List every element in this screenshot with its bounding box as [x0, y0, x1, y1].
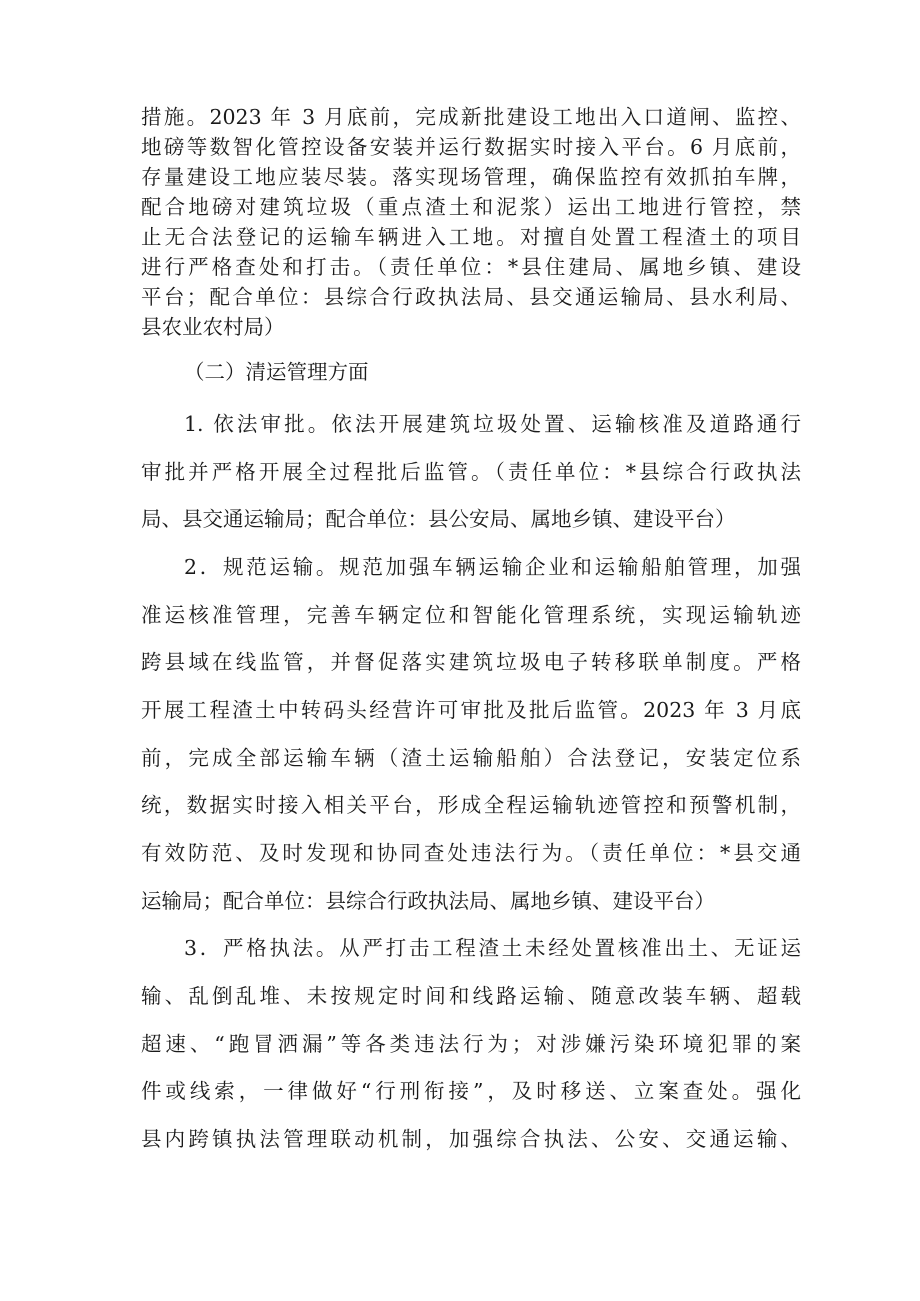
- text-line: 配合地磅对建筑垃圾（重点渣土和泥浆）运出工地进行管控，禁: [141, 195, 801, 219]
- text-line: 局、县交通运输局；配合单位：县公安局、属地乡镇、建设平台）: [141, 507, 736, 531]
- text-line: 前，完成全部运输车辆（渣土运输船舶）合法登记，安装定位系: [141, 746, 801, 770]
- text-line: 措施。2023 年 3 月底前，完成新批建设工地出入口道闸、监控、: [141, 105, 801, 129]
- text-line: 件或线索，一律做好“行刑衔接”，及时移送、立案查处。强化: [141, 1079, 801, 1103]
- text-line: 2．规范运输。规范加强车辆运输企业和运输船舶管理，加强: [184, 555, 801, 579]
- text-line: 1. 依法审批。依法开展建筑垃圾处置、运输核准及道路通行: [184, 412, 801, 436]
- text-line: 存量建设工地应装尽装。落实现场管理，确保监控有效抓拍车牌，: [141, 165, 801, 189]
- text-line: 统，数据实时接入相关平台，形成全程运输轨迹管控和预警机制，: [141, 793, 801, 817]
- text-line: 有效防范、及时发现和协同查处违法行为。（责任单位：*县交通: [141, 841, 801, 865]
- text-line: 县农业农村局）: [141, 315, 285, 339]
- text-line: 超速、“跑冒洒漏”等各类违法行为；对涉嫌污染环境犯罪的案: [141, 1032, 801, 1056]
- text-line: 止无合法登记的运输车辆进入工地。对擅自处置工程渣土的项目: [141, 225, 801, 249]
- section-heading: （二）清运管理方面: [184, 360, 369, 384]
- text-line: 准运核准管理，完善车辆定位和智能化管理系统，实现运输轨迹: [141, 603, 801, 627]
- text-line: 审批并严格开展全过程批后监管。（责任单位：*县综合行政执法: [141, 460, 801, 484]
- text-line: 3．严格执法。从严打击工程渣土未经处置核准出土、无证运: [184, 936, 801, 960]
- text-line: 开展工程渣土中转码头经营许可审批及批后监管。2023 年 3 月底: [141, 698, 801, 722]
- text-line: 平台；配合单位：县综合行政执法局、县交通运输局、县水利局、: [141, 285, 801, 309]
- text-line: 县内跨镇执法管理联动机制，加强综合执法、公安、交通运输、: [141, 1127, 801, 1151]
- text-line: 输、乱倒乱堆、未按规定时间和线路运输、随意改装车辆、超载: [141, 984, 801, 1008]
- text-line: 跨县域在线监管，并督促落实建筑垃圾电子转移联单制度。严格: [141, 650, 801, 674]
- text-line: 运输局；配合单位：县综合行政执法局、属地乡镇、建设平台）: [141, 889, 715, 913]
- text-line: 进行严格查处和打击。（责任单位：*县住建局、属地乡镇、建设: [141, 255, 801, 279]
- text-line: 地磅等数智化管控设备安装并运行数据实时接入平台。6 月底前，: [141, 135, 801, 159]
